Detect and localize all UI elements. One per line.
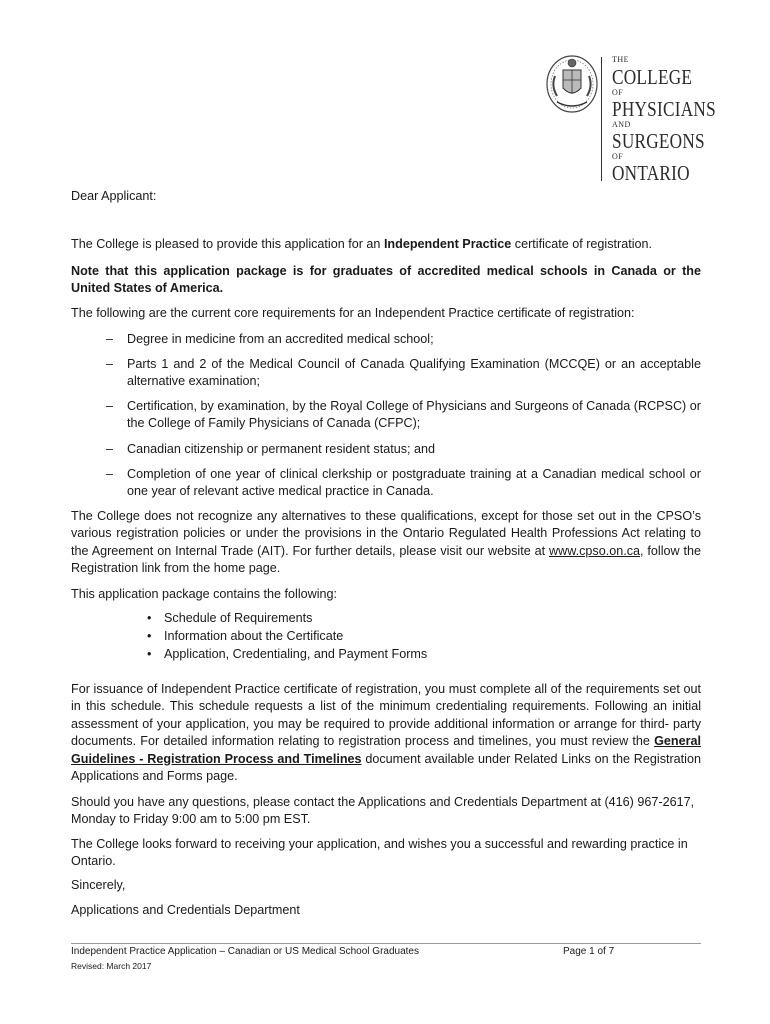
footer-title: Independent Practice Application – Canadian or US Medical School Graduates [71, 946, 419, 957]
cpso-website-link[interactable]: www.cpso.on.ca [549, 543, 641, 558]
requirements-intro: The following are the current core requirements for an Independent Practice certificate of registration: [71, 306, 635, 320]
intro-after: certificate of registration. [511, 237, 653, 251]
bullet-marker: • [147, 611, 152, 625]
requirement-text: Canadian citizenship or permanent resident status; and [127, 442, 436, 456]
requirement-text: Completion of one year of clinical clerkship or postgraduate training at a Canadian medical school or one year of relevant active medical practice in Canada. [127, 467, 701, 499]
footer-divider [71, 943, 701, 944]
alternatives-after: , follow the Registration link from the home page. [71, 543, 702, 576]
logo-of-1: OF [612, 88, 624, 97]
dash-marker: – [106, 442, 114, 456]
requirement-text: Certification, by examination, by the Royal College of Physicians and Surgeons of Canada (RCPSC) or the College of Family Physicians of Canada (CFPC); [127, 399, 701, 431]
intro-before: The College is pleased to provide this application for an [71, 237, 384, 251]
page-number: Page 1 of 7 [563, 946, 615, 957]
closing-paragraph: The College looks forward to receiving your application, and wishes you a successful and rewarding practice in Ontario. [71, 837, 688, 869]
logo-the: THE [612, 55, 630, 64]
package-item-text: Information about the Certificate [164, 629, 344, 643]
alternatives-paragraph [71, 508, 701, 578]
logo-wordmark [612, 54, 722, 184]
dash-marker: – [106, 332, 114, 346]
dash-marker: – [106, 399, 114, 413]
dash-marker: – [106, 467, 114, 481]
package-item-text: Schedule of Requirements [164, 611, 313, 625]
revised-date: Revised: March 2017 [71, 961, 152, 971]
requirement-text: Degree in medicine from an accredited medical school; [127, 332, 434, 346]
intro-bold: Independent Practice [383, 237, 512, 251]
note-paragraph: Note that this application package is for graduates of accredited medical schools in Canada or the United States of America. [71, 264, 701, 296]
alternatives-before: The College does not recognize any alternatives to these qualifications, except for those set out in the CPSO’s various registration policies or under the provisions in the Ontario Regulated Health Professions Act relating to the Agreement on Internal Trade (AIT). For further details, please visit our website at [71, 509, 701, 558]
issuance-after: document available under Related Links on the Registration Applications and Forms page. [71, 751, 701, 784]
salutation: Dear Applicant: [71, 189, 157, 203]
logo-surgeons: SURGEONS [612, 129, 705, 153]
intro-paragraph [71, 236, 701, 253]
package-intro: This application package contains the following: [71, 587, 338, 601]
general-guidelines-link[interactable]: General Guidelines - Registration Process and Timelines [71, 734, 701, 766]
issuance-before: For issuance of Independent Practice certificate of registration, you must complete all of the requirements set out in this schedule. This schedule requests a list of the minimum credentialing requirements. Following an initial assessment of your application, you may be required to provide additional information or arrange for third- party documents. For detailed information relating to registration process and timelines, you must review the [71, 682, 701, 749]
coat-of-arms-icon [545, 52, 599, 118]
logo-physicians: PHYSICIANS [612, 97, 716, 121]
logo-and: AND [612, 120, 631, 129]
questions-paragraph: Should you have any questions, please contact the Applications and Credentials Department at (416) 967-2617, Monday to Friday 9:00 am to 5:00 pm EST. [71, 795, 695, 827]
logo-college: COLLEGE [612, 65, 693, 89]
requirement-text: Parts 1 and 2 of the Medical Council of Canada Qualifying Examination (MCCQE) or an acceptable alternative examination; [127, 357, 701, 389]
bullet-marker: • [147, 629, 152, 643]
signoff: Sincerely, [71, 878, 126, 892]
dash-marker: – [106, 357, 114, 371]
logo-of-2: OF [612, 152, 624, 161]
logo-divider [601, 57, 602, 181]
package-item-text: Application, Credentialing, and Payment Forms [164, 647, 428, 661]
signature: Applications and Credentials Department [71, 903, 300, 917]
issuance-paragraph [71, 681, 701, 785]
bullet-marker: • [147, 647, 152, 661]
logo-ontario: ONTARIO [612, 161, 690, 185]
